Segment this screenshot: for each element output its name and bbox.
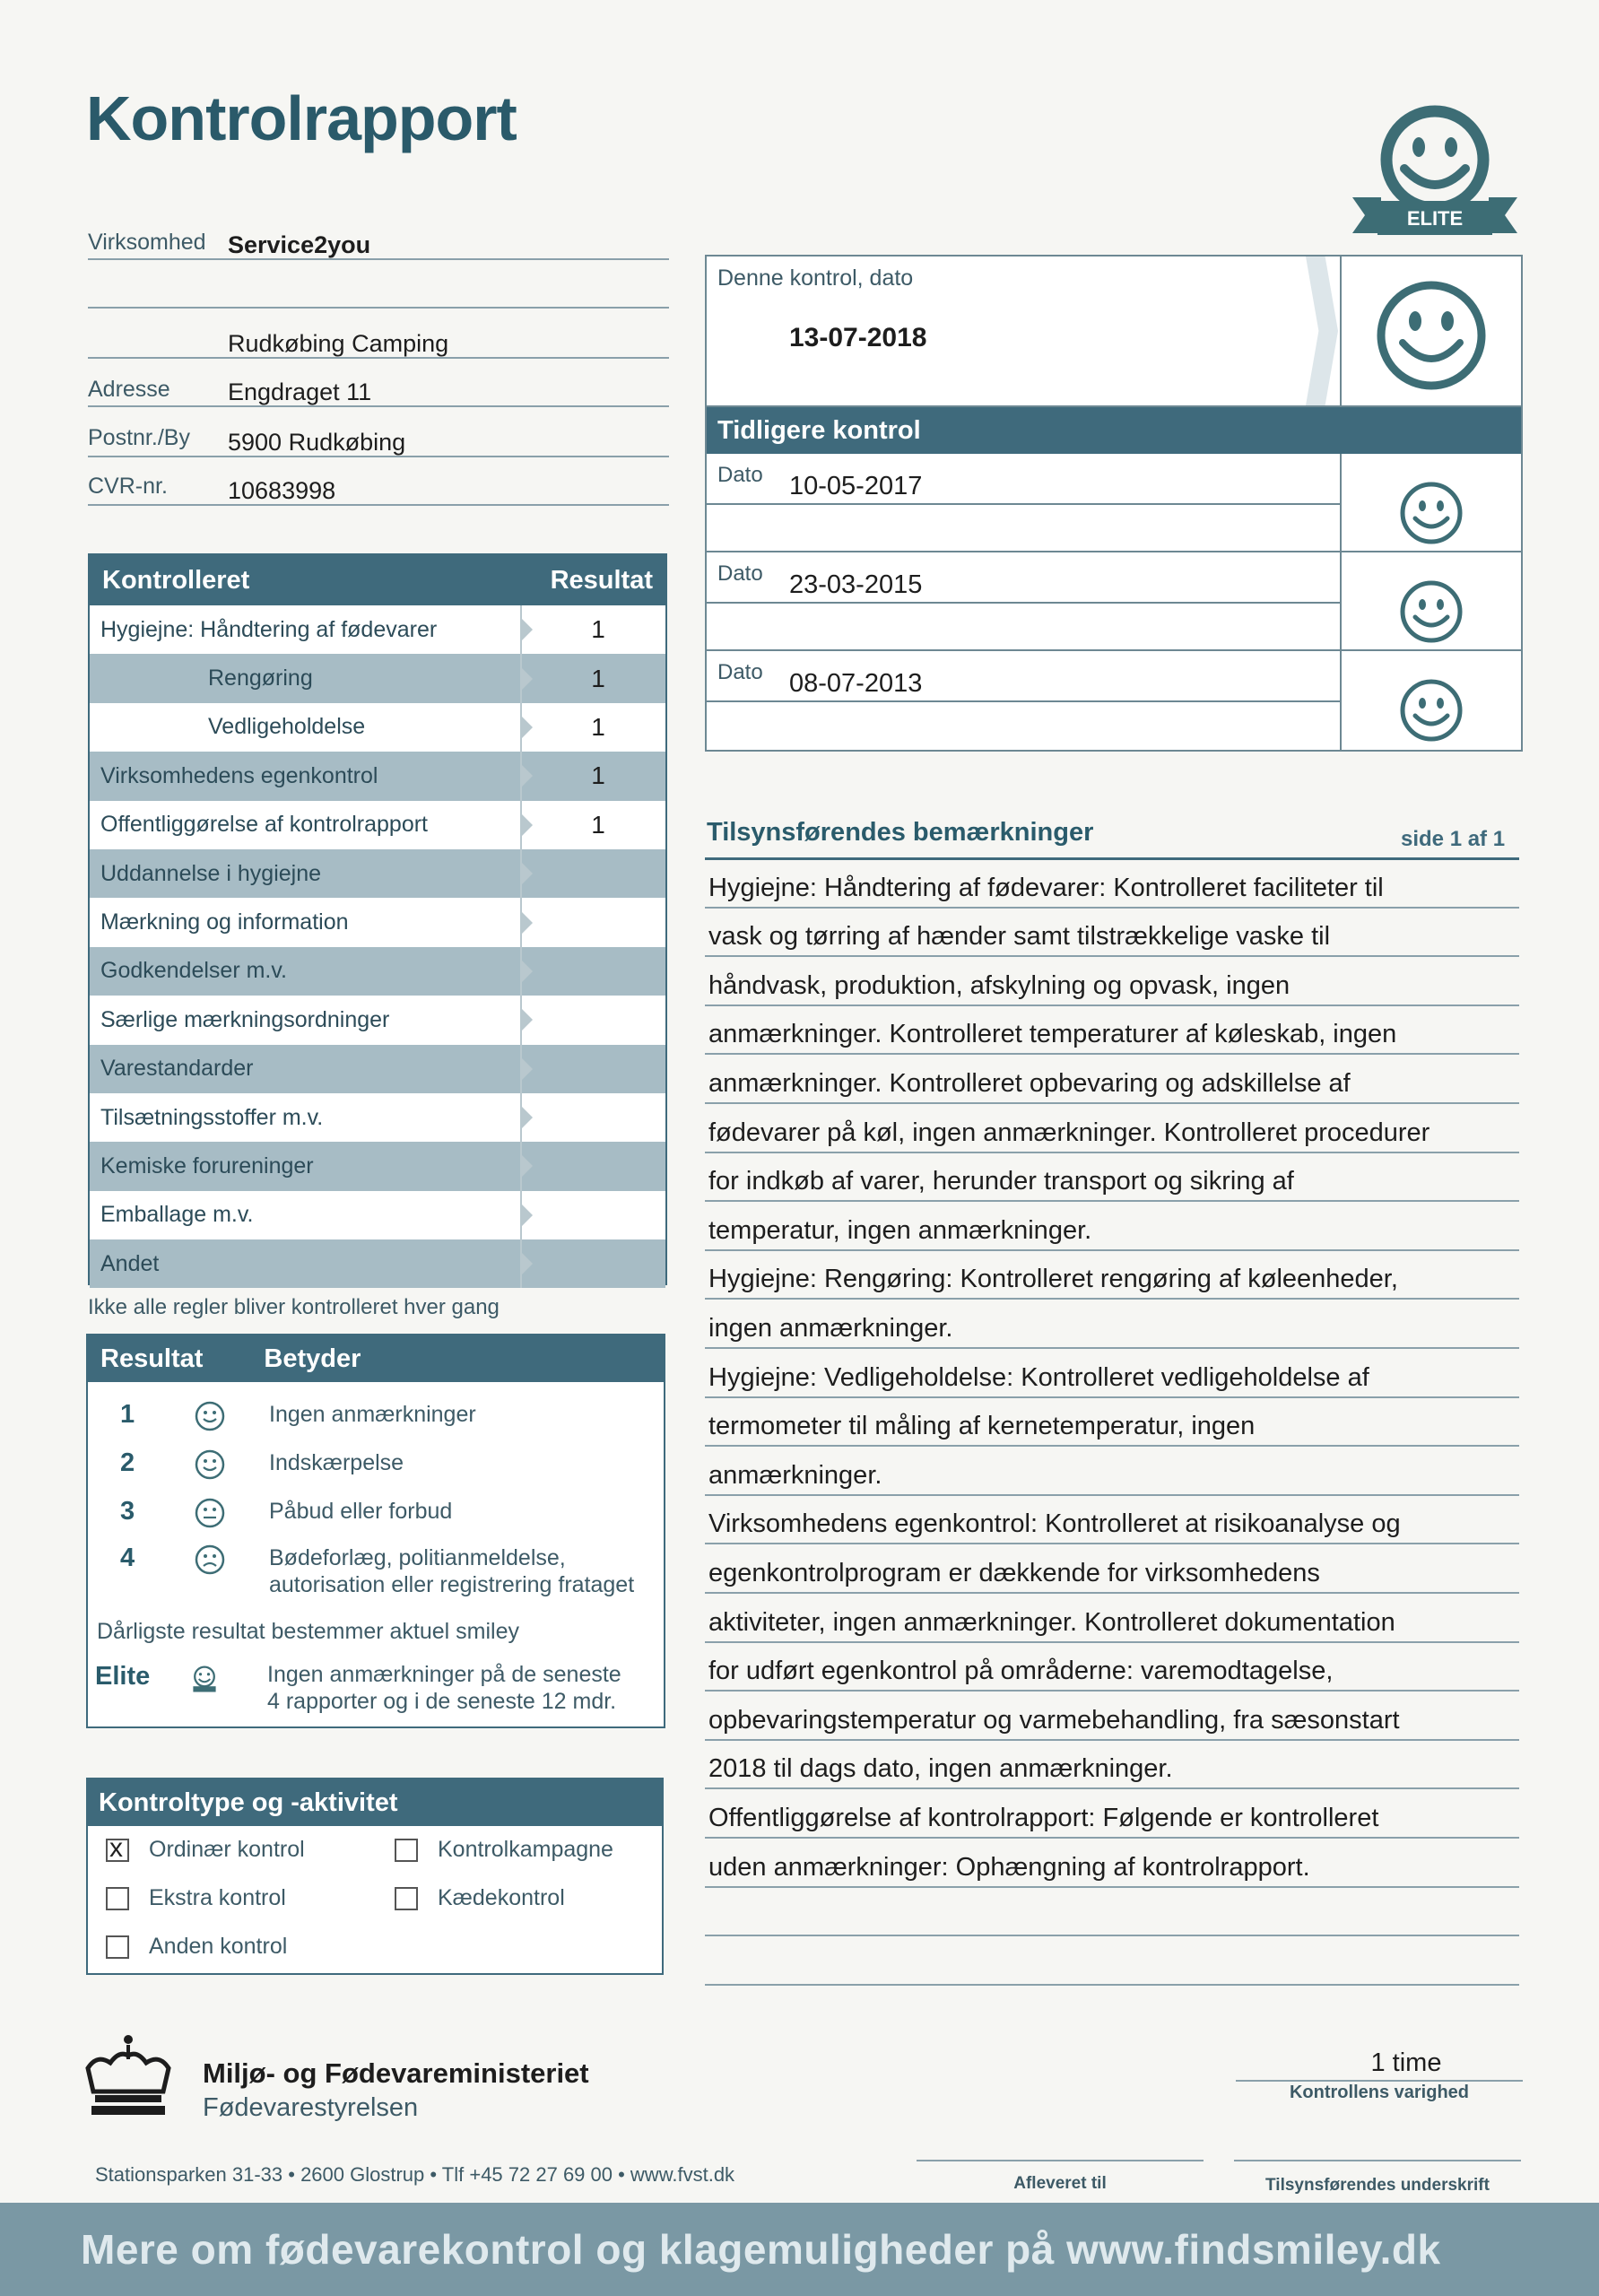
kontrolleret-row-name: Uddannelse i hygiejne [100, 860, 322, 886]
previous-smiley-icon [1397, 479, 1465, 547]
previous-date-label: Dato [717, 561, 763, 586]
kontrolleret-row [90, 1093, 665, 1142]
note-line: anmærkninger. Kontrolleret temperaturer af køleskab, ingen [705, 1006, 1519, 1056]
previous-control-row [707, 454, 1521, 552]
note-line: Hygiejne: Rengøring: Kontrolleret rengøring af køleenheder, [705, 1251, 1519, 1300]
note-line: ingen anmærkninger. [705, 1300, 1519, 1349]
kontrolleret-header-label: Kontrolleret [102, 565, 250, 595]
previous-control-row [707, 552, 1521, 651]
page-indicator: side 1 af 1 [1401, 827, 1506, 851]
kontrolleret-footnote: Ikke alle regler bliver kontrolleret hver gang [88, 1295, 500, 1319]
elite-small-icon [188, 1664, 221, 1696]
agency-name: Fødevarestyrelsen [203, 2093, 419, 2122]
agency-address: Stationsparken 31-33 • 2600 Glostrup • Tlf +45 72 27 69 00 • www.fvst.dk [95, 2163, 735, 2186]
checkbox-label: Ordinær kontrol [149, 1837, 305, 1862]
result-legend [86, 1334, 665, 1728]
previous-smiley-icon [1397, 676, 1465, 744]
legend-text: Indskærpelse [269, 1450, 404, 1475]
kontroltype-box [86, 1778, 664, 1975]
kontrolleret-row [90, 752, 665, 800]
kontrolleret-row [90, 849, 665, 898]
note-line: egenkontrolprogram er dækkende for virksomhedens [705, 1544, 1519, 1594]
kontrolleret-row-result: 1 [591, 810, 605, 839]
note-line: 2018 til dags dato, ingen anmærkninger. [705, 1741, 1519, 1790]
current-control-date: 13-07-2018 [789, 323, 927, 352]
kontrolleret-row [90, 947, 665, 996]
kontrolleret-header-result: Resultat [550, 565, 653, 595]
kontrolleret-row-result: 1 [591, 615, 605, 644]
crown-logo-icon [79, 2032, 178, 2118]
checkbox-kaedekontrol[interactable] [395, 1885, 565, 1911]
report-title: Kontrolrapport [86, 83, 517, 153]
current-smiley-icon [1374, 278, 1489, 393]
row-arrow-icon [520, 801, 533, 849]
checkbox-box[interactable] [106, 1935, 129, 1959]
checkbox-label: Kontrolkampagne [438, 1837, 613, 1862]
elite-text: Ingen anmærkninger på de seneste [267, 1662, 621, 1687]
previous-date-label: Dato [717, 660, 763, 684]
kontrolleret-header [90, 555, 665, 605]
address-value: Engdraget 11 [228, 378, 372, 405]
previous-control-row [707, 651, 1521, 750]
note-line: anmærkninger. [705, 1447, 1519, 1496]
kontrolleret-row-name: Andet [100, 1250, 160, 1276]
note-line: Virksomhedens egenkontrol: Kontrolleret at risikoanalyse og [705, 1496, 1519, 1545]
note-line: Hygiejne: Håndtering af fødevarer: Kontrolleret faciliteter til [705, 859, 1519, 909]
ministry-name: Miljø- og Fødevareministeriet [203, 2057, 589, 2089]
kontrolleret-row [90, 1239, 665, 1288]
checkbox-label: Kædekontrol [438, 1885, 565, 1910]
previous-date-value: 23-03-2015 [789, 570, 923, 599]
note-line [705, 1936, 1519, 1986]
kontrolleret-row-result: 1 [591, 712, 605, 741]
row-arrow-icon [520, 703, 533, 752]
previous-date-value: 08-07-2013 [789, 669, 923, 698]
kontrolleret-row [90, 1045, 665, 1093]
note-line: opbevaringstemperatur og varmebehandling, fra sæsonstart [705, 1692, 1519, 1741]
row-arrow-icon [520, 947, 533, 996]
row-arrow-icon [520, 898, 533, 946]
note-line: håndvask, produktion, afskylning og opvask, ingen [705, 957, 1519, 1006]
notes-title: Tilsynsførendes bemærkninger [707, 818, 1094, 847]
previous-smiley-icon [1397, 578, 1465, 646]
elite-text-2: 4 rapporter og i de seneste 12 mdr. [267, 1689, 617, 1714]
kontroltype-header: Kontroltype og -aktivitet [88, 1779, 662, 1826]
kontrolleret-row-name: Varestandarder [100, 1056, 254, 1082]
row-arrow-icon [520, 1142, 533, 1190]
cvr-label: CVR-nr. [88, 474, 168, 499]
kontrolleret-row-name: Hygiejne: Håndtering af fødevarer [100, 616, 438, 642]
previous-date-value: 10-05-2017 [789, 472, 923, 500]
elite-badge-text: ELITE [1406, 207, 1464, 230]
legend-header [88, 1335, 664, 1382]
sad-face-icon [194, 1544, 226, 1576]
kontrolleret-row-name: Emballage m.v. [100, 1202, 254, 1228]
kontrolleret-row-name: Mærkning og information [100, 909, 349, 935]
note-line: uden anmærkninger: Ophængning af kontrolrapport. [705, 1839, 1519, 1888]
address-label: Adresse [88, 377, 170, 402]
note-line: Offentliggørelse af kontrolrapport: Følgende er kontrolleret [705, 1789, 1519, 1839]
row-arrow-icon [520, 654, 533, 702]
kontrolleret-row [90, 1142, 665, 1190]
kontrolleret-row-name: Offentliggørelse af kontrolrapport [100, 812, 429, 838]
checkbox-box[interactable] [106, 1887, 129, 1910]
row-arrow-icon [520, 996, 533, 1044]
kontrolleret-row-name: Kemiske forureninger [100, 1152, 314, 1178]
checkbox-box[interactable] [395, 1887, 418, 1910]
elite-smiley-badge-icon [1345, 100, 1525, 244]
kontrolleret-row [90, 703, 665, 752]
note-line: vask og tørring af hænder samt tilstrækkelige vaske til [705, 909, 1519, 958]
duration-label: Kontrollens varighed [1289, 2083, 1470, 2102]
row-arrow-icon [520, 1045, 533, 1093]
legend-text: Påbud eller forbud [269, 1499, 453, 1524]
previous-date-label: Dato [717, 463, 763, 487]
note-line: for udført egenkontrol på områderne: varemodtagelse, [705, 1643, 1519, 1692]
row-arrow-icon [520, 1191, 533, 1239]
findsmiley-banner[interactable]: Mere om fødevarekontrol og klagemuligheder på www.findsmiley.dk [0, 2203, 1599, 2296]
note-line: Hygiejne: Vedligeholdelse: Kontrolleret vedligeholdelse af [705, 1349, 1519, 1398]
kontrolleret-row [90, 801, 665, 849]
neutral-face-icon [194, 1497, 226, 1529]
row-arrow-icon [520, 752, 533, 800]
signature-label: Tilsynsførendes underskrift [1265, 2176, 1490, 2195]
company-label: Virksomhed [88, 230, 206, 255]
checkbox-ordinaer-kontrol[interactable] [106, 1837, 305, 1863]
previous-controls-box [705, 405, 1523, 752]
legend-number: 4 [120, 1544, 135, 1572]
postnr-value: 5900 Rudkøbing [228, 429, 406, 456]
legend-text: Bødeforlæg, politianmeldelse, [269, 1545, 566, 1570]
happy-face-icon [194, 1400, 226, 1432]
kontrolleret-row-name: Virksomhedens egenkontrol [100, 762, 378, 788]
postnr-label: Postnr./By [88, 425, 190, 450]
delivered-to-label: Afleveret til [1013, 2174, 1107, 2193]
checkbox-ekstra-kontrol[interactable] [106, 1885, 286, 1911]
legend-text-2: autorisation eller registrering frataget [269, 1572, 635, 1597]
legend-header-meaning: Betyder [264, 1344, 361, 1373]
row-arrow-icon [520, 1093, 533, 1142]
note-line: aktiviteter, ingen anmærkninger. Kontrolleret dokumentation [705, 1594, 1519, 1643]
kontrolleret-row-name: Vedligeholdelse [208, 714, 366, 740]
kontrolleret-row-result: 1 [591, 664, 605, 692]
company-name: Service2you [228, 231, 371, 258]
elite-label: Elite [95, 1662, 151, 1691]
duration-value: 1 time [1236, 2048, 1523, 2082]
note-line [705, 1888, 1519, 1937]
note-line: fødevarer på køl, ingen anmærkninger. Kontrolleret procedurer [705, 1104, 1519, 1153]
kontrolleret-row [90, 605, 665, 654]
legend-number: 1 [120, 1400, 135, 1429]
kontrolleret-row [90, 1191, 665, 1239]
legend-header-result: Resultat [100, 1344, 204, 1373]
cvr-value: 10683998 [228, 477, 336, 504]
legend-number: 2 [120, 1448, 135, 1477]
row-arrow-icon [520, 1239, 533, 1288]
company-line3: Rudkøbing Camping [228, 330, 449, 357]
kontrolleret-row-result: 1 [591, 761, 605, 790]
checkbox-box[interactable] [106, 1839, 129, 1862]
note-line: termometer til måling af kernetemperatur, ingen [705, 1398, 1519, 1448]
happy-face-icon [194, 1448, 226, 1481]
legend-text: Ingen anmærkninger [269, 1402, 476, 1427]
current-control-label: Denne kontrol, dato [717, 265, 914, 291]
kontrolleret-row [90, 654, 665, 702]
kontrolleret-row-name: Tilsætningsstoffer m.v. [100, 1104, 324, 1130]
note-line: for indkøb af varer, herunder transport og sikring af [705, 1153, 1519, 1203]
kontrolleret-row-name: Godkendelser m.v. [100, 958, 287, 984]
note-line: anmærkninger. Kontrolleret opbevaring og adskillelse af [705, 1055, 1519, 1104]
kontrolleret-row [90, 996, 665, 1044]
kontrolleret-row-name: Rengøring [208, 665, 313, 691]
row-arrow-icon [520, 849, 533, 898]
row-arrow-icon [520, 605, 533, 654]
kontrolleret-row [90, 898, 665, 946]
previous-controls-header: Tidligere kontrol [707, 407, 1521, 454]
checkbox-kontrolkampagne[interactable] [395, 1837, 613, 1863]
checkbox-box[interactable] [395, 1839, 418, 1862]
legend-number: 3 [120, 1497, 135, 1526]
worst-result-note: Dårligste resultat bestemmer aktuel smiley [97, 1619, 519, 1644]
current-control-box [705, 255, 1523, 407]
kontrolleret-row-name: Særlige mærkningsordninger [100, 1006, 390, 1032]
note-line: temperatur, ingen anmærkninger. [705, 1202, 1519, 1251]
checkbox-anden-kontrol[interactable] [106, 1934, 287, 1960]
arrow-divider [1306, 257, 1338, 405]
checkbox-label: Anden kontrol [149, 1934, 288, 1959]
kontrolleret-table [88, 553, 667, 1285]
checkbox-label: Ekstra kontrol [149, 1885, 286, 1910]
